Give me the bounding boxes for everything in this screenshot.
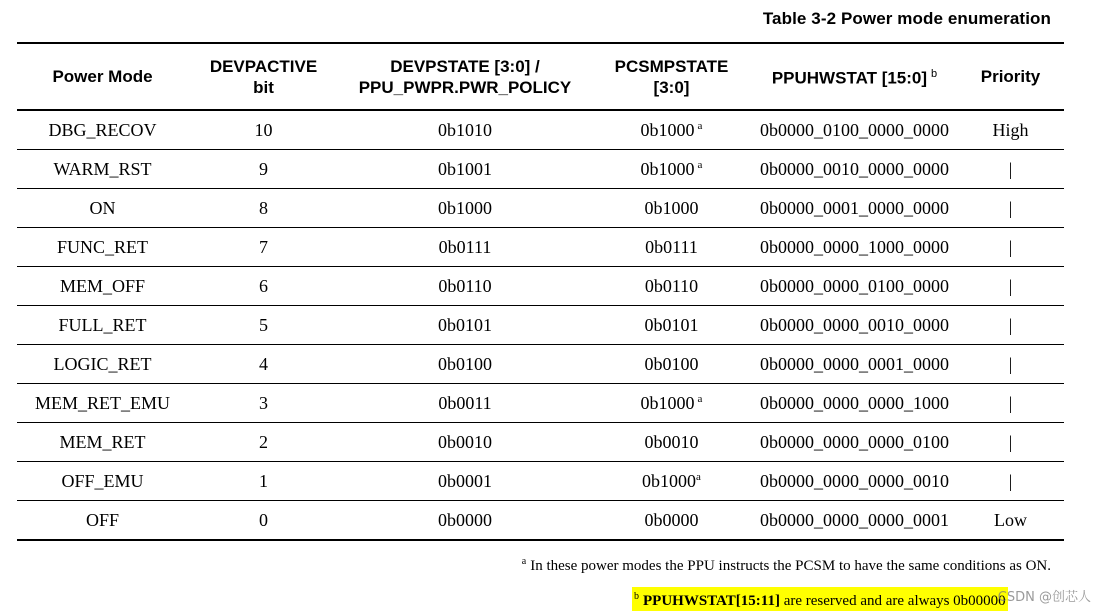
cell-power-mode: WARM_RST — [17, 150, 188, 189]
cell-power-mode: MEM_RET_EMU — [17, 384, 188, 423]
table-row — [17, 110, 1064, 150]
cell-priority: | — [957, 462, 1064, 501]
cell-pcsmpstate: 0b1000$^a$ — [591, 462, 752, 501]
cell-ppuhwstat: 0b0000_0100_0000_0000 — [752, 110, 957, 150]
table-row — [17, 384, 1064, 423]
cell-pcsmpstate: 0b1000 $^a$ — [591, 110, 752, 150]
table-row — [17, 267, 1064, 306]
cell-devpactive-bit: 10 — [188, 110, 339, 150]
cell-pcsmpstate: 0b1000 $^a$ — [591, 150, 752, 189]
cell-power-mode: MEM_RET — [17, 423, 188, 462]
cell-power-mode: LOGIC_RET — [17, 345, 188, 384]
cell-priority: | — [957, 345, 1064, 384]
cell-devpstate: 0b1001 — [339, 150, 591, 189]
cell-ppuhwstat: 0b0000_0000_0000_0010 — [752, 462, 957, 501]
footnote-marker: a — [697, 119, 703, 132]
table-body — [17, 110, 1064, 540]
cell-power-mode: ON — [17, 189, 188, 228]
power-mode-table — [17, 42, 1064, 541]
cell-ppuhwstat: 0b0000_0000_0000_0001 — [752, 501, 957, 541]
cell-devpactive-bit: 7 — [188, 228, 339, 267]
footnote-marker: a — [697, 158, 703, 171]
cell-priority: High — [957, 110, 1064, 150]
table-header-row — [17, 43, 1064, 110]
cell-devpactive-bit: 2 — [188, 423, 339, 462]
cell-pcsmpstate: 0b1000 — [591, 189, 752, 228]
cell-devpstate: 0b0110 — [339, 267, 591, 306]
footnote-b-marker: b — [634, 591, 639, 602]
cell-ppuhwstat: 0b0000_0010_0000_0000 — [752, 150, 957, 189]
cell-ppuhwstat: 0b0000_0000_0010_0000 — [752, 306, 957, 345]
header-ppuhwstat: PPUHWSTAT [15:0] $^b$ — [752, 43, 957, 110]
table-row — [17, 306, 1064, 345]
cell-ppuhwstat: 0b0000_0000_0100_0000 — [752, 267, 957, 306]
header-power-mode: Power Mode — [17, 43, 188, 110]
cell-power-mode: DBG_RECOV — [17, 110, 188, 150]
cell-ppuhwstat: 0b0000_0001_0000_0000 — [752, 189, 957, 228]
table-row — [17, 462, 1064, 501]
cell-power-mode: FUNC_RET — [17, 228, 188, 267]
footnote-b — [632, 587, 1008, 611]
cell-priority: | — [957, 228, 1064, 267]
table-row — [17, 345, 1064, 384]
cell-priority: | — [957, 423, 1064, 462]
footnote-b-text: are reserved and are always 0b00000 — [779, 593, 1006, 609]
footnote-a-text: In these power modes the PPU instructs the PCSM to have the same conditions as ON. — [530, 558, 1051, 574]
cell-pcsmpstate: 0b0110 — [591, 267, 752, 306]
cell-devpstate: 0b0011 — [339, 384, 591, 423]
footnote-b-bold-text: PPUHWSTAT[15:11] — [643, 593, 780, 609]
header-devpactive: DEVPACTIVE bit — [188, 43, 339, 110]
cell-devpactive-bit: 3 — [188, 384, 339, 423]
footnote-a — [522, 556, 1051, 575]
header-devpstate: DEVPSTATE [3:0] / PPU_PWPR.PWR_POLICY — [339, 43, 591, 110]
cell-pcsmpstate: 0b0000 — [591, 501, 752, 541]
header-pcsmpstate: PCSMPSTATE [3:0] — [591, 43, 752, 110]
cell-devpactive-bit: 0 — [188, 501, 339, 541]
cell-ppuhwstat: 0b0000_0000_1000_0000 — [752, 228, 957, 267]
cell-ppuhwstat: 0b0000_0000_0000_1000 — [752, 384, 957, 423]
header-ppuhwstat-footnote-marker: b — [931, 68, 938, 81]
table-row — [17, 501, 1064, 541]
footnote-a-marker: a — [521, 556, 527, 567]
cell-priority: | — [957, 384, 1064, 423]
cell-pcsmpstate: 0b0010 — [591, 423, 752, 462]
cell-power-mode: FULL_RET — [17, 306, 188, 345]
cell-power-mode: OFF_EMU — [17, 462, 188, 501]
cell-pcsmpstate: 0b0101 — [591, 306, 752, 345]
cell-devpactive-bit: 9 — [188, 150, 339, 189]
table-row — [17, 189, 1064, 228]
cell-devpstate: 0b1000 — [339, 189, 591, 228]
cell-devpstate: 0b0001 — [339, 462, 591, 501]
cell-pcsmpstate: 0b1000 $^a$ — [591, 384, 752, 423]
table-caption: Table 3-2 Power mode enumeration — [762, 9, 1051, 28]
cell-devpstate: 0b0100 — [339, 345, 591, 384]
cell-devpactive-bit: 8 — [188, 189, 339, 228]
cell-devpactive-bit: 6 — [188, 267, 339, 306]
cell-priority: | — [957, 189, 1064, 228]
cell-devpstate: 0b0111 — [339, 228, 591, 267]
cell-devpstate: 0b0000 — [339, 501, 591, 541]
cell-power-mode: OFF — [17, 501, 188, 541]
cell-pcsmpstate: 0b0111 — [591, 228, 752, 267]
cell-priority: | — [957, 267, 1064, 306]
table-row — [17, 228, 1064, 267]
cell-ppuhwstat: 0b0000_0000_0001_0000 — [752, 345, 957, 384]
cell-priority: | — [957, 150, 1064, 189]
cell-devpstate: 0b0010 — [339, 423, 591, 462]
cell-devpstate: 0b0101 — [339, 306, 591, 345]
footnote-marker: a — [697, 392, 703, 405]
cell-power-mode: MEM_OFF — [17, 267, 188, 306]
cell-priority: | — [957, 306, 1064, 345]
watermark: CSDN @创芯人 — [997, 590, 1091, 605]
footnote-marker: a — [696, 470, 701, 483]
header-priority: Priority — [957, 43, 1064, 110]
cell-devpactive-bit: 1 — [188, 462, 339, 501]
table-row — [17, 423, 1064, 462]
cell-ppuhwstat: 0b0000_0000_0000_0100 — [752, 423, 957, 462]
table-row — [17, 150, 1064, 189]
cell-devpactive-bit: 4 — [188, 345, 339, 384]
cell-devpactive-bit: 5 — [188, 306, 339, 345]
cell-priority: Low — [957, 501, 1064, 541]
cell-devpstate: 0b1010 — [339, 110, 591, 150]
cell-pcsmpstate: 0b0100 — [591, 345, 752, 384]
